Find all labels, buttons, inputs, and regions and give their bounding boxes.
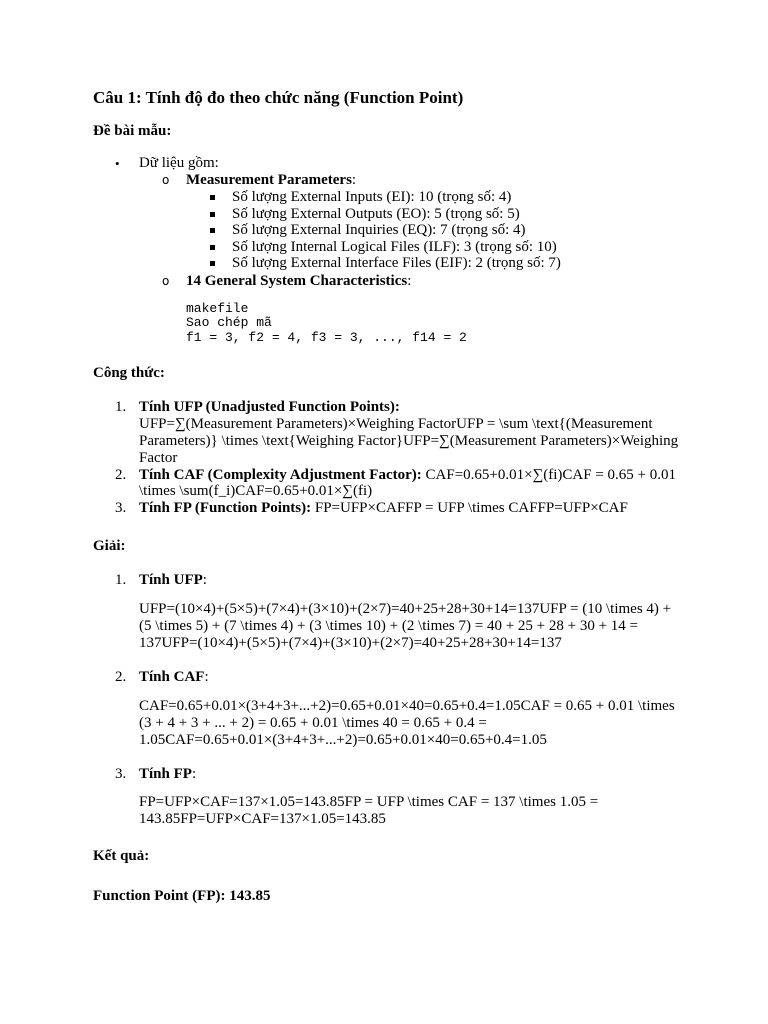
measurement-item: Số lượng External Interface Files (EIF): 2 (trọng số: 7) bbox=[232, 255, 561, 272]
list-item bbox=[93, 255, 683, 272]
data-list bbox=[93, 155, 683, 290]
list-item bbox=[93, 572, 683, 652]
square-bullet-icon bbox=[210, 245, 215, 250]
list-number: 2. bbox=[115, 668, 127, 685]
step-text: CAF=0.65+0.01×(3+4+3+...+2)=0.65+0.01×40=0.65+0.4=1.05CAF = 0.65 + 0.01 \times (3 + 4 + 3 + ... + 2) = 0.65 + 0.01 \times 40 = 0.65 + 0.4 = 1.05CAF=0.65+0.01×(3+4+3+...+2)=0.65+0.01×40=0.65+0.4=1.05 bbox=[139, 697, 675, 748]
list-item bbox=[93, 467, 683, 501]
list-item bbox=[93, 766, 683, 829]
measurement-item: Số lượng External Outputs (EO): 5 (trọng số: 5) bbox=[232, 205, 520, 222]
measurement-label: Measurement Parameters bbox=[186, 172, 352, 188]
document-page bbox=[93, 88, 683, 905]
square-bullet-icon bbox=[210, 195, 215, 200]
list-item bbox=[93, 172, 683, 189]
step-label: Tính FP bbox=[139, 765, 192, 782]
formula-label: Tính UFP (Unadjusted Function Points): bbox=[139, 399, 400, 416]
step-label: Tính UFP bbox=[139, 572, 203, 589]
list-number: 3. bbox=[115, 765, 127, 782]
list-number: 1. bbox=[115, 399, 127, 416]
code-block bbox=[93, 302, 683, 346]
formula-text: UFP=∑(Measurement Parameters)×Weighing FactorUFP = \sum \text{(Measurement Parameters)} \times \text{Weighing Factor}UFP=∑(Measurement Parameters)×Weighing Factor bbox=[139, 416, 679, 466]
list-item bbox=[93, 222, 683, 239]
list-item bbox=[93, 273, 683, 290]
formula-heading: Công thức: bbox=[93, 365, 165, 382]
formula-text: FP=UFP×CAFFP = UFP \times CAFFP=UFP×CAF bbox=[311, 500, 628, 517]
list-item bbox=[93, 155, 683, 172]
measurement-item: Số lượng Internal Logical Files (ILF): 3 (trọng số: 10) bbox=[232, 238, 557, 255]
list-number: 3. bbox=[115, 500, 127, 517]
list-item bbox=[93, 239, 683, 256]
step-suffix: : bbox=[204, 668, 209, 685]
square-bullet-icon bbox=[210, 212, 215, 217]
gsc-label: 14 General System Characteristics bbox=[186, 272, 408, 289]
square-bullet-icon bbox=[210, 261, 215, 266]
list-item bbox=[93, 206, 683, 223]
result-value: Function Point (FP): 143.85 bbox=[93, 888, 271, 905]
list-item bbox=[93, 669, 683, 749]
measurement-item: Số lượng External Inputs (EI): 10 (trọng số: 4) bbox=[232, 189, 512, 205]
measurement-item: Số lượng External Inquiries (EQ): 7 (trọng số: 4) bbox=[232, 222, 526, 239]
gsc-suffix: : bbox=[407, 272, 412, 289]
list-item bbox=[93, 399, 683, 466]
square-bullet-icon bbox=[210, 228, 215, 233]
step-label: Tính CAF bbox=[139, 668, 205, 685]
list-item bbox=[93, 500, 683, 517]
code-line: Sao chép mã bbox=[186, 315, 272, 331]
data-item-text: Dữ liệu gồm: bbox=[139, 155, 219, 171]
step-suffix: : bbox=[202, 572, 207, 589]
step-text: FP=UFP×CAF=137×1.05=143.85FP = UFP \times CAF = 137 \times 1.05 = 143.85FP=UFP×CAF=137×1.05=143.85 bbox=[139, 794, 599, 828]
solution-heading: Giải: bbox=[93, 538, 126, 555]
list-number: 1. bbox=[115, 572, 127, 589]
formula-label: Tính FP (Function Points): bbox=[139, 500, 312, 517]
bullet-icon: • bbox=[115, 156, 120, 171]
circle-bullet-icon: o bbox=[162, 273, 170, 288]
formula-text: CAF=0.65+0.01×∑(fi)CAF = 0.65 + 0.01 \times \sum(f_i)CAF=0.65+0.01×∑(fi) bbox=[139, 466, 677, 500]
formula-label: Tính CAF (Complexity Adjustment Factor): bbox=[139, 466, 422, 483]
step-suffix: : bbox=[191, 765, 197, 782]
result-heading: Kết quả: bbox=[93, 848, 150, 865]
formula-list bbox=[93, 399, 683, 517]
code-line: f1 = 3, f2 = 4, f3 = 3, ..., f14 = 2 bbox=[186, 329, 467, 345]
list-item bbox=[93, 189, 683, 206]
sample-heading: Đề bài mẫu: bbox=[93, 123, 172, 139]
page-title: Câu 1: Tính độ đo theo chức năng (Function Point) bbox=[93, 88, 464, 107]
step-text: UFP=(10×4)+(5×5)+(7×4)+(3×10)+(2×7)=40+25+28+30+14=137UFP = (10 \times 4) + (5 \times 5) + (7 \times 4) + (3 \times 10) + (2 \times 7) = 40 + 25 + 28 + 30 + 14 = 137UFP=(10×4)+(5×5)+(7×4)+(3×10)+(2×7)=40+25+28+30+14=137 bbox=[139, 600, 672, 651]
list-number: 2. bbox=[115, 466, 127, 483]
solution-list bbox=[93, 572, 683, 828]
circle-bullet-icon: o bbox=[162, 173, 170, 187]
measurement-suffix: : bbox=[351, 172, 357, 188]
code-line: makefile bbox=[186, 300, 249, 316]
